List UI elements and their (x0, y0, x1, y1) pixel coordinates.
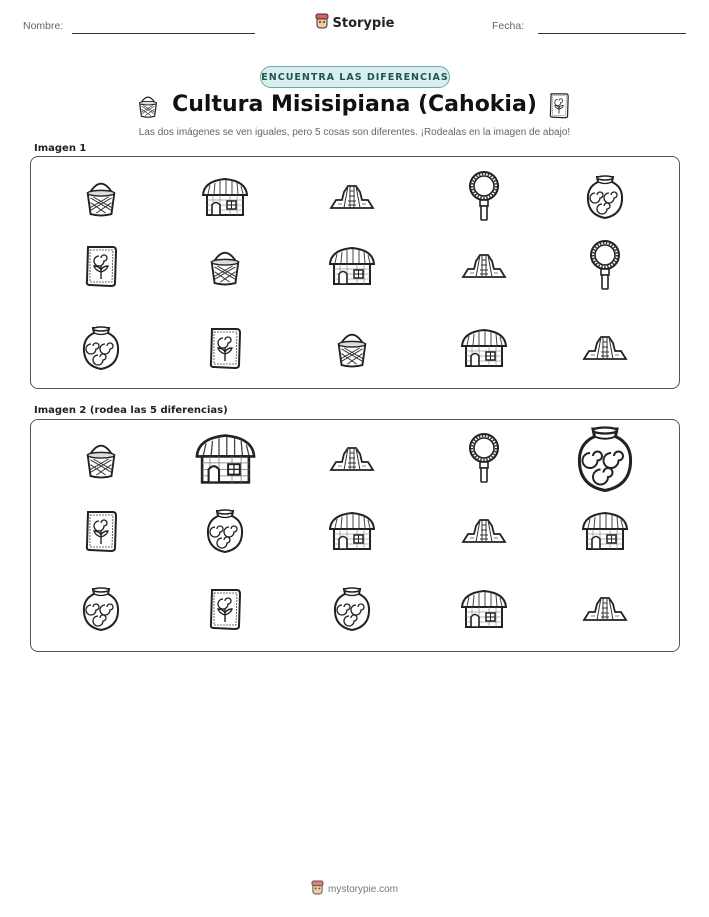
tablet-icon (83, 244, 119, 288)
hut-icon[interactable] (327, 511, 377, 551)
pyramid-icon[interactable] (581, 594, 629, 624)
date-label: Fecha: (492, 20, 525, 32)
basket-icon (333, 326, 371, 370)
date-field[interactable] (538, 33, 686, 34)
panel1-label: Imagen 1 (34, 143, 87, 154)
pot-icon (585, 173, 625, 221)
name-label: Nombre: (23, 20, 64, 32)
basket-icon (82, 175, 120, 219)
basket-icon (206, 244, 244, 288)
storypie-logo-icon (315, 13, 329, 33)
footer-site: mystorypie.com (327, 883, 398, 895)
pyramid-icon[interactable] (328, 444, 376, 474)
tablet-icon[interactable] (83, 509, 119, 553)
hut-icon[interactable] (459, 589, 509, 629)
panel2-label: Imagen 2 (rodea las 5 diferencias) (34, 405, 228, 416)
tablet-icon[interactable] (207, 587, 243, 631)
footer (0, 880, 709, 899)
page-title: Cultura Misisipiana (Cahokia) (172, 92, 537, 117)
pyramid-icon (581, 333, 629, 363)
activity-badge: ENCUENTRA LAS DIFERENCIAS (260, 66, 450, 88)
instructions: Las dos imágenes se ven iguales, pero 5 cosas son diferentes. ¡Rodealas en la imagen de abajo! (138, 127, 571, 138)
brand-name: Storypie (332, 15, 395, 31)
tablet-icon (548, 92, 570, 119)
pot-icon (81, 324, 121, 372)
pot-icon[interactable] (81, 585, 121, 633)
brand (0, 13, 709, 33)
pyramid-icon (460, 251, 508, 281)
name-field[interactable] (72, 33, 255, 34)
pyramid-icon[interactable] (460, 516, 508, 546)
pot-icon[interactable] (332, 585, 372, 633)
mirror-icon (466, 170, 502, 224)
hut-icon[interactable] (580, 511, 630, 551)
hut-icon (459, 328, 509, 368)
tablet-icon (207, 326, 243, 370)
pyramid-icon (328, 182, 376, 212)
pot-icon[interactable] (575, 423, 635, 495)
hut-icon (200, 177, 250, 217)
basket-icon[interactable] (82, 437, 120, 481)
pot-icon[interactable] (205, 507, 245, 555)
hut-icon[interactable] (193, 433, 258, 485)
storypie-logo-icon (311, 880, 324, 898)
hut-icon (327, 246, 377, 286)
mirror-icon (587, 239, 623, 293)
mirror-icon[interactable] (466, 432, 502, 486)
